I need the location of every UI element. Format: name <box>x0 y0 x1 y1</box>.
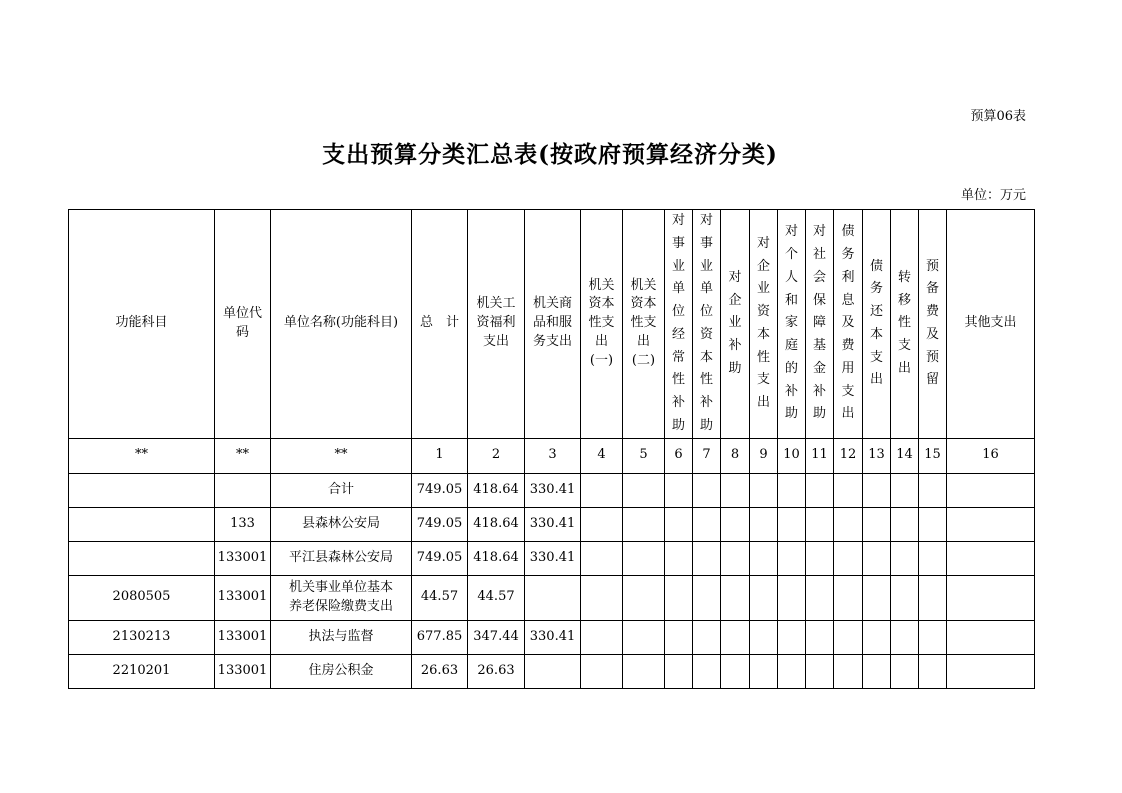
index-row <box>69 438 1035 473</box>
index-cell: 7 <box>693 438 721 473</box>
unit-name-cell: 机关事业单位基本养老保险缴费支出 <box>271 575 412 620</box>
wage-cell: 26.63 <box>468 654 525 688</box>
total-cell: 749.05 <box>412 507 468 541</box>
header-cell: 对个人和家庭的补助 <box>778 210 806 439</box>
func-code-cell: 2080505 <box>69 575 215 620</box>
index-cell: 6 <box>665 438 693 473</box>
table-row <box>69 575 1035 620</box>
index-cell: 14 <box>891 438 919 473</box>
func-code-cell <box>69 541 215 575</box>
func-code-cell <box>69 507 215 541</box>
total-cell: 26.63 <box>412 654 468 688</box>
goods-cell <box>525 575 581 620</box>
goods-cell <box>525 654 581 688</box>
header-cell: 其他支出 <box>947 210 1035 439</box>
index-cell: 13 <box>863 438 891 473</box>
func-code-cell: 2210201 <box>69 654 215 688</box>
unit-name-cell: 合计 <box>271 473 412 507</box>
unit-code-cell: 133001 <box>215 541 271 575</box>
index-cell: 4 <box>581 438 623 473</box>
unit-name-cell: 平江县森林公安局 <box>271 541 412 575</box>
goods-cell: 330.41 <box>525 620 581 654</box>
total-cell: 749.05 <box>412 541 468 575</box>
total-cell: 749.05 <box>412 473 468 507</box>
index-cell: 5 <box>623 438 665 473</box>
wage-cell: 347.44 <box>468 620 525 654</box>
index-cell: 9 <box>750 438 778 473</box>
wage-cell: 418.64 <box>468 473 525 507</box>
wage-cell: 418.64 <box>468 541 525 575</box>
header-cell: 对企业补助 <box>721 210 750 439</box>
header-cell: 功能科目 <box>69 210 215 439</box>
index-cell: 16 <box>947 438 1035 473</box>
unit-label: 单位：万元 <box>960 188 1026 203</box>
unit-name-cell: 县森林公安局 <box>271 507 412 541</box>
table-row <box>69 654 1035 688</box>
table-row <box>69 620 1035 654</box>
header-cell: 机关商品和服务支出 <box>525 210 581 439</box>
func-code-cell: 2130213 <box>69 620 215 654</box>
wage-cell: 418.64 <box>468 507 525 541</box>
header-cell: 总 计 <box>412 210 468 439</box>
header-cell: 转移性支出 <box>891 210 919 439</box>
goods-cell: 330.41 <box>525 473 581 507</box>
header-cell: 债务利息及费用支出 <box>834 210 863 439</box>
header-cell: 机关资本性支出(二) <box>623 210 665 439</box>
goods-cell: 330.41 <box>525 507 581 541</box>
index-cell: ** <box>271 438 412 473</box>
unit-code-cell: 133 <box>215 507 271 541</box>
table-row <box>69 507 1035 541</box>
header-cell: 机关工资福利支出 <box>468 210 525 439</box>
header-cell: 债务还本支出 <box>863 210 891 439</box>
index-cell: 15 <box>919 438 947 473</box>
goods-cell: 330.41 <box>525 541 581 575</box>
unit-code-cell: 133001 <box>215 654 271 688</box>
index-cell: ** <box>215 438 271 473</box>
header-cell: 单位名称(功能科目) <box>271 210 412 439</box>
header-cell: 对企业资本性支出 <box>750 210 778 439</box>
total-cell: 44.57 <box>412 575 468 620</box>
header-cell: 对社会保障基金补助 <box>806 210 834 439</box>
budget-table <box>68 209 1035 689</box>
page-title: 支出预算分类汇总表(按政府预算经济分类) <box>322 141 778 168</box>
index-cell: 10 <box>778 438 806 473</box>
index-cell: 11 <box>806 438 834 473</box>
index-cell: 3 <box>525 438 581 473</box>
header-cell: 预备费及预留 <box>919 210 947 439</box>
index-cell: 2 <box>468 438 525 473</box>
table-row <box>69 541 1035 575</box>
index-cell: 1 <box>412 438 468 473</box>
unit-code-cell <box>215 473 271 507</box>
wage-cell: 44.57 <box>468 575 525 620</box>
index-cell: 12 <box>834 438 863 473</box>
header-cell: 对事业单位经常性补助 <box>665 210 693 439</box>
index-cell: ** <box>69 438 215 473</box>
form-number: 预算06表 <box>970 109 1026 124</box>
unit-name-cell: 住房公积金 <box>271 654 412 688</box>
header-cell: 单位代码 <box>215 210 271 439</box>
header-cell: 机关资本性支出(一) <box>581 210 623 439</box>
table-row <box>69 473 1035 507</box>
unit-code-cell: 133001 <box>215 620 271 654</box>
unit-code-cell: 133001 <box>215 575 271 620</box>
header-row <box>69 210 1035 439</box>
func-code-cell <box>69 473 215 507</box>
total-cell: 677.85 <box>412 620 468 654</box>
index-cell: 8 <box>721 438 750 473</box>
unit-name-cell: 执法与监督 <box>271 620 412 654</box>
header-cell: 对事业单位资本性补助 <box>693 210 721 439</box>
